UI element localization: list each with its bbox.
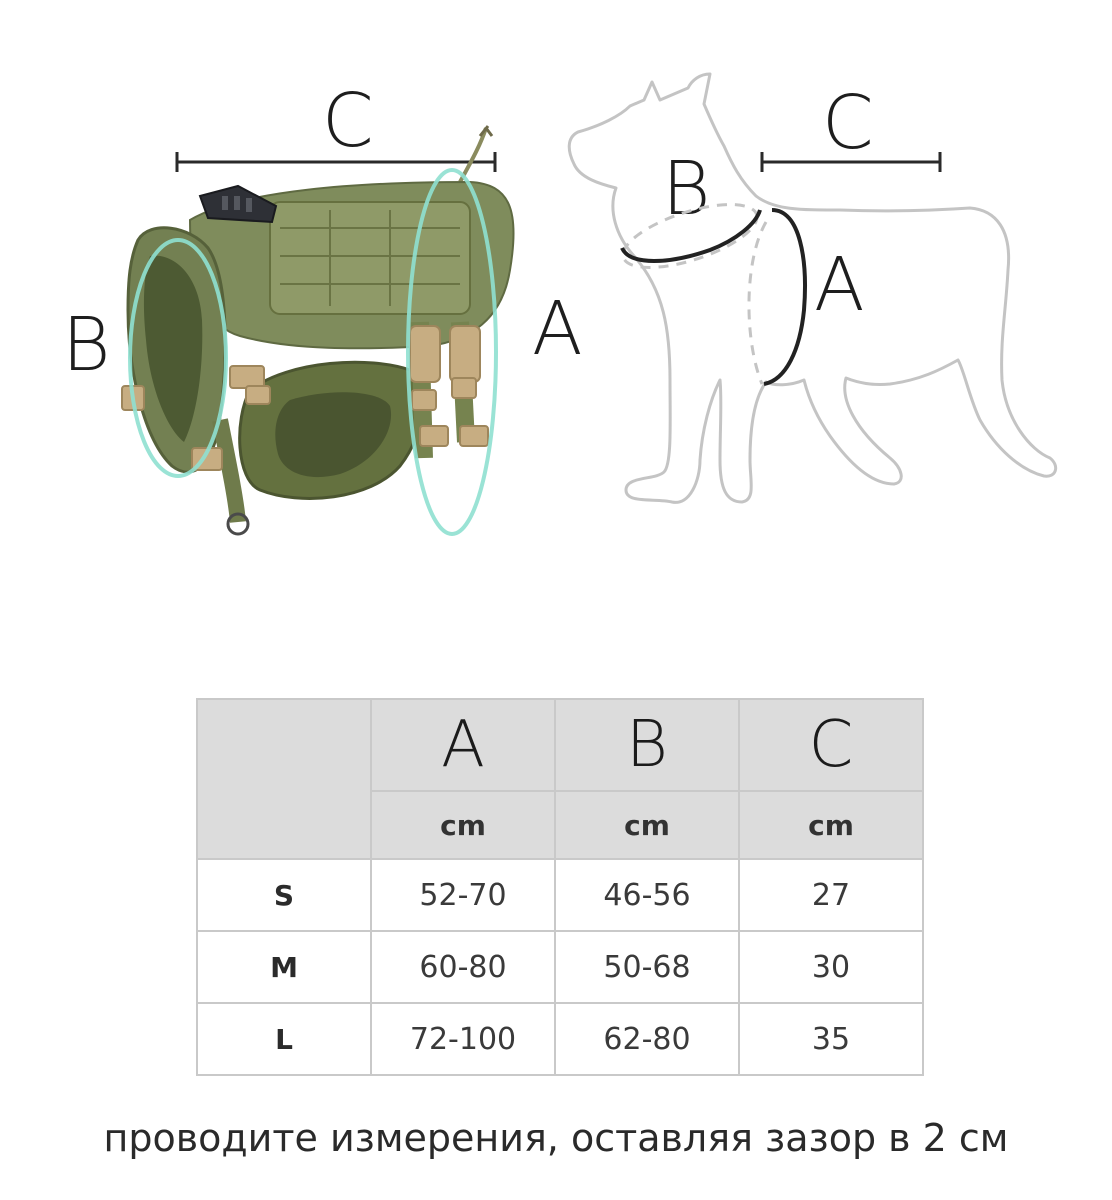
- table-header-b: B: [555, 699, 739, 791]
- dog-outline: [560, 60, 1080, 540]
- dog-measure-ring-a: [749, 222, 766, 384]
- dog-illustration: [560, 60, 1080, 540]
- table-row: [197, 931, 923, 1003]
- size-label: S: [197, 859, 371, 931]
- harness-label-b: B: [62, 302, 111, 388]
- table-row: [197, 859, 923, 931]
- value-a: 52-70: [371, 859, 555, 931]
- dog-label-a: A: [814, 242, 865, 328]
- dog-measure-ring-b: [616, 192, 764, 281]
- value-b: 46-56: [555, 859, 739, 931]
- table-header-a: A: [371, 699, 555, 791]
- size-table: [196, 698, 924, 1076]
- dog-measure-line-c: [762, 152, 940, 172]
- table-corner-cell: [197, 699, 371, 859]
- harness-illustration: [40, 70, 600, 570]
- table-header-c: C: [739, 699, 923, 791]
- harness-label-a: A: [532, 286, 583, 372]
- measurement-caption: проводите измерения, оставляя зазор в 2 см: [103, 1116, 1009, 1160]
- harness-drawing: [40, 70, 600, 570]
- value-c: 35: [739, 1003, 923, 1075]
- dog-label-c: C: [822, 80, 874, 166]
- value-a: 60-80: [371, 931, 555, 1003]
- harness-label-c: C: [322, 78, 374, 164]
- table-unit-c: cm: [739, 791, 923, 859]
- value-c: 30: [739, 931, 923, 1003]
- value-b: 50-68: [555, 931, 739, 1003]
- value-c: 27: [739, 859, 923, 931]
- table-unit-a: cm: [371, 791, 555, 859]
- table-row: [197, 1003, 923, 1075]
- table-unit-b: cm: [555, 791, 739, 859]
- molle-panel: [270, 202, 470, 314]
- value-a: 72-100: [371, 1003, 555, 1075]
- size-label: L: [197, 1003, 371, 1075]
- value-b: 62-80: [555, 1003, 739, 1075]
- size-label: M: [197, 931, 371, 1003]
- dog-label-b: B: [662, 146, 711, 232]
